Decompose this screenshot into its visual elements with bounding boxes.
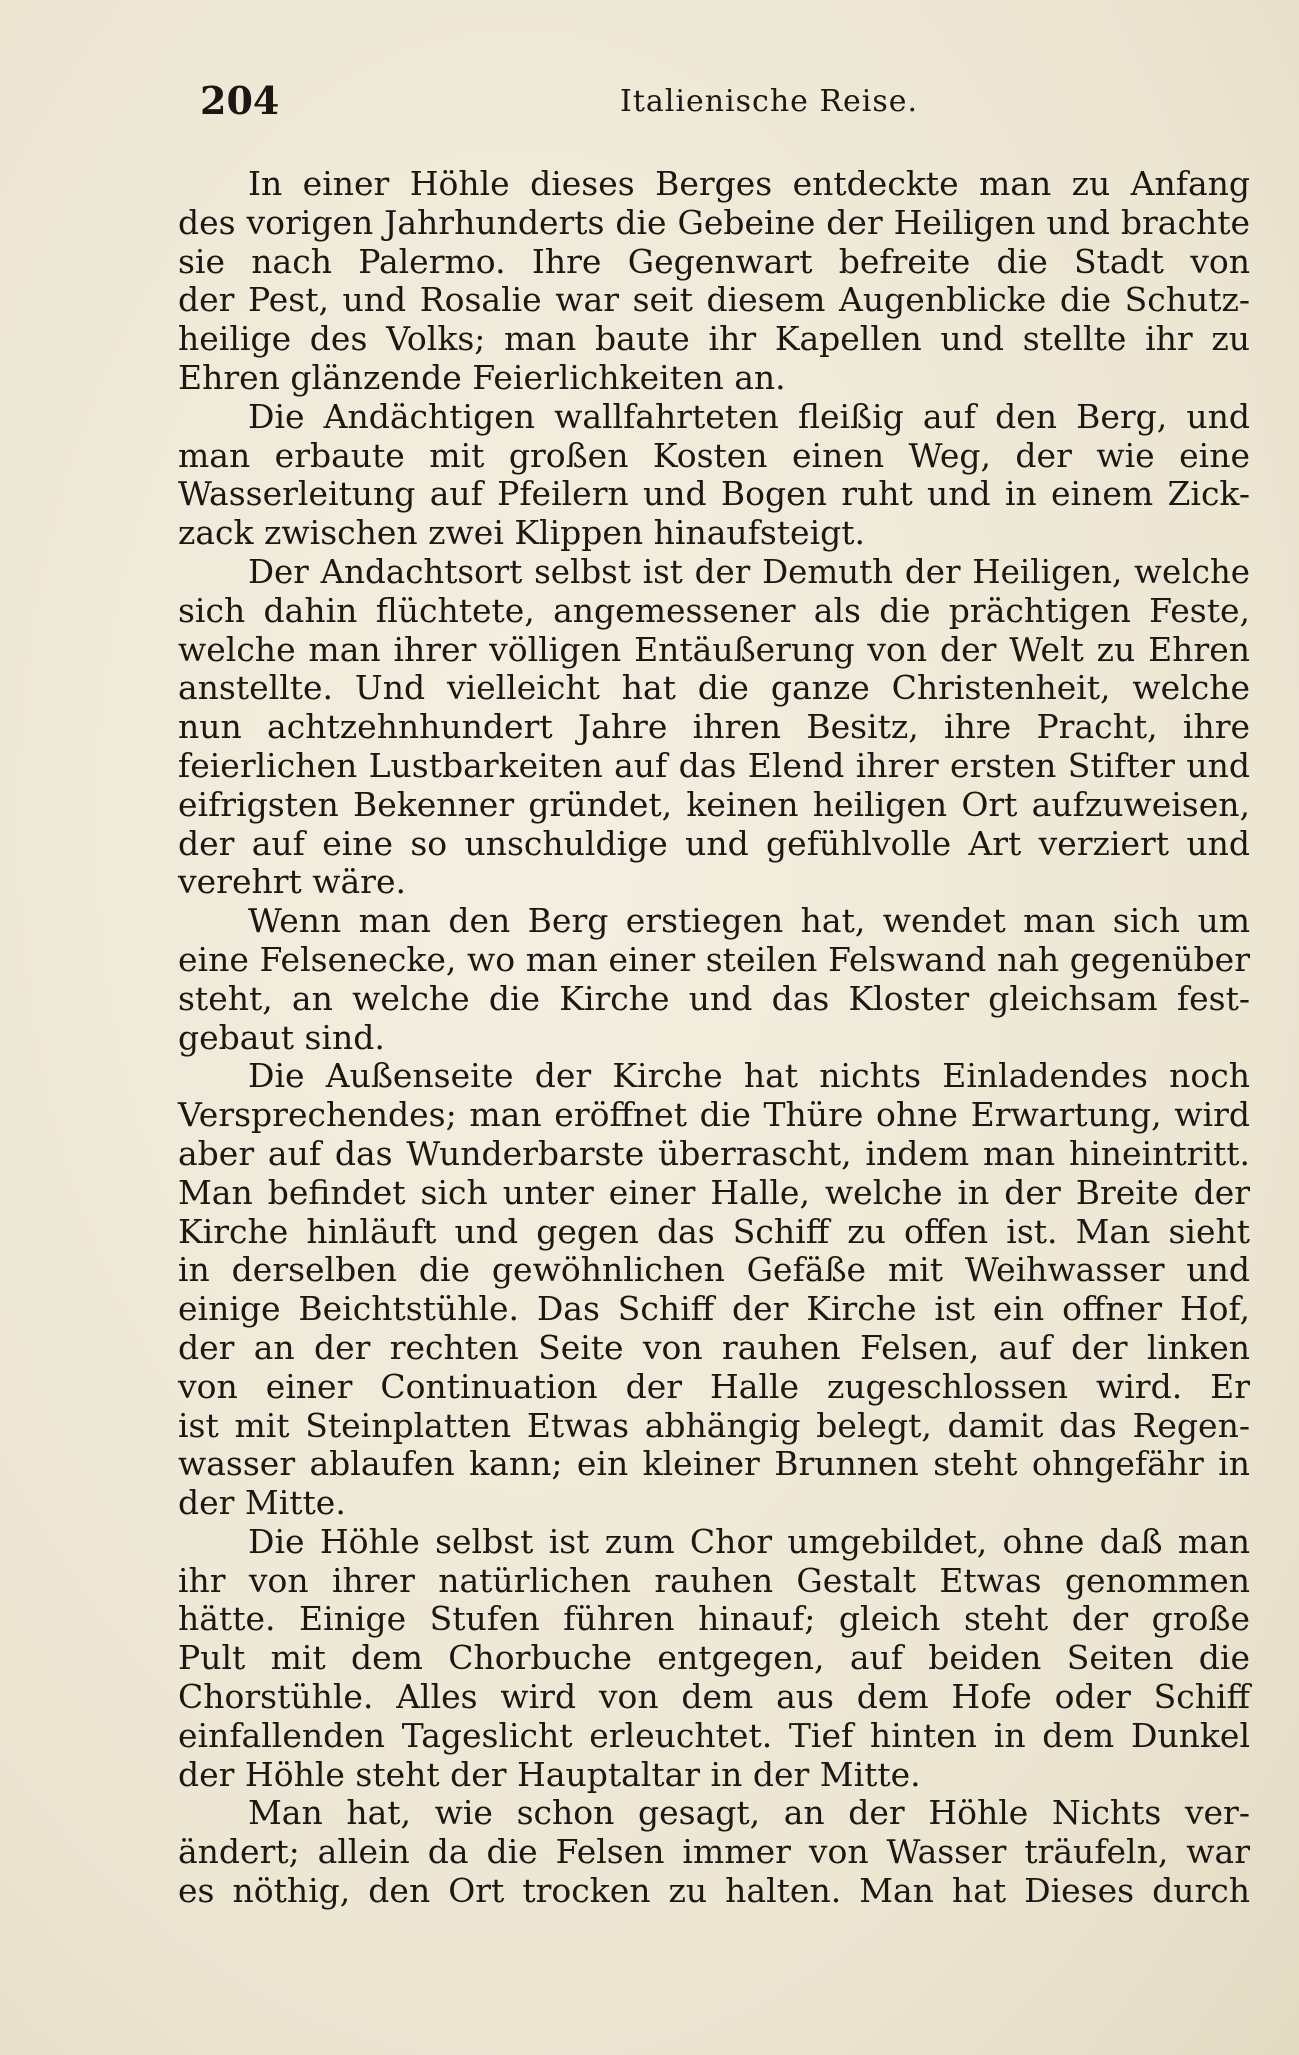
text-line: Man hat, wie schon gesagt, an der Höhle Nichts ver- xyxy=(248,1793,1250,1833)
text-line: Der Andachtsort selbst ist der Demuth der Heiligen, welche xyxy=(248,552,1250,591)
text-line: aber auf das Wunderbarste überrascht, indem man hineintritt. xyxy=(178,1133,1250,1173)
text-line: hätte. Einige Stufen führen hinauf; gleich steht der große xyxy=(178,1599,1250,1639)
text-line: der auf eine so unschuldige und gefühlvolle Art verziert und xyxy=(178,823,1250,863)
text-line: welche man ihrer völligen Entäußerung von der Welt zu Ehren xyxy=(178,629,1250,669)
text-line: es nöthig, den Ort trocken zu halten. Man hat Dieses durch xyxy=(178,1871,1250,1911)
text-line: des vorigen Jahrhunderts die Gebeine der Heiligen und brachte xyxy=(178,202,1250,242)
text-line: Man befindet sich unter einer Halle, welche in der Breite der xyxy=(178,1172,1250,1212)
text-line: Die Außenseite der Kirche hat nichts Einladendes noch xyxy=(248,1056,1250,1096)
text-line: Chorstühle. Alles wird von dem aus dem Hofe oder Schiff xyxy=(178,1677,1250,1717)
text-line: gebaut sind. xyxy=(178,1017,385,1057)
text-line: anstellte. Und vielleicht hat die ganze Christenheit, welche xyxy=(178,668,1250,708)
text-line: ändert; allein da die Felsen immer von Wasser träufeln, war xyxy=(178,1832,1250,1872)
text-line: zack zwischen zwei Klippen hinaufsteigt. xyxy=(178,513,866,553)
text-line: sie nach Palermo. Ihre Gegenwart befreite die Stadt von xyxy=(178,241,1250,281)
text-line: eifrigsten Bekenner gründet, keinen heiligen Ort aufzuweisen, xyxy=(178,784,1250,824)
text-line: steht, an welche die Kirche und das Kloster gleichsam fest- xyxy=(178,978,1250,1018)
page-header xyxy=(200,78,1250,138)
page-number: 204 xyxy=(200,78,280,123)
text-line: in derselben die gewöhnlichen Gefäße mit Weihwasser und xyxy=(178,1250,1250,1290)
text-line: nun achtzehnhundert Jahre ihren Besitz, ihre Pracht, ihre xyxy=(178,707,1250,747)
text-line: der Höhle steht der Hauptaltar in der Mitte. xyxy=(178,1754,921,1794)
text-line: Die Andächtigen wallfahrteten fleißig auf den Berg, und xyxy=(248,396,1250,436)
text-line: sich dahin flüchtete, angemessener als die prächtigen Feste, xyxy=(178,590,1250,630)
text-line: einige Beichtstühle. Das Schiff der Kirche ist ein offner Hof, xyxy=(178,1289,1250,1329)
text-line: von einer Continuation der Halle zugeschlossen wird. Er xyxy=(178,1366,1250,1406)
text-line: eine Felsenecke, wo man einer steilen Felswand nah gegenüber xyxy=(178,939,1250,979)
text-line: In einer Höhle dieses Berges entdeckte man zu Anfang xyxy=(248,164,1250,203)
text-line: Wenn man den Berg erstiegen hat, wendet man sich um xyxy=(248,901,1250,941)
text-line: der Mitte. xyxy=(178,1483,346,1523)
text-line: wasser ablaufen kann; ein kleiner Brunnen steht ohngefähr in xyxy=(178,1444,1250,1484)
text-line: Ehren glänzende Feierlichkeiten an. xyxy=(178,357,786,397)
text-line: der Pest, und Rosalie war seit diesem Augenblicke die Schutz- xyxy=(178,280,1250,320)
text-line: der an der rechten Seite von rauhen Felsen, auf der linken xyxy=(178,1327,1250,1367)
text-line: verehrt wäre. xyxy=(178,862,406,902)
text-line: Pult mit dem Chorbuche entgegen, auf beiden Seiten die xyxy=(178,1638,1250,1678)
text-line: Die Höhle selbst ist zum Chor umgebildet, ohne daß man xyxy=(248,1521,1250,1561)
text-line: einfallenden Tageslicht erleuchtet. Tief hinten in dem Dunkel xyxy=(178,1715,1250,1755)
text-line: heilige des Volks; man baute ihr Kapellen und stellte ihr zu xyxy=(178,319,1250,359)
text-line: Wasserleitung auf Pfeilern und Bogen ruht und in einem Zick- xyxy=(178,474,1250,514)
running-title: Italienische Reise. xyxy=(620,84,919,119)
text-line: ist mit Steinplatten Etwas abhängig belegt, damit das Regen- xyxy=(178,1405,1250,1445)
text-line: feierlichen Lustbarkeiten auf das Elend ihrer ersten Stifter und xyxy=(178,745,1250,785)
text-line: Kirche hinläuft und gegen das Schiff zu offen ist. Man sieht xyxy=(178,1211,1250,1251)
text-line: Versprechendes; man eröffnet die Thüre ohne Erwartung, wird xyxy=(178,1095,1250,1135)
text-line: man erbaute mit großen Kosten einen Weg, der wie eine xyxy=(178,435,1250,475)
text-line: ihr von ihrer natürlichen rauhen Gestalt Etwas genommen xyxy=(178,1560,1250,1600)
body-text xyxy=(178,165,1250,1911)
